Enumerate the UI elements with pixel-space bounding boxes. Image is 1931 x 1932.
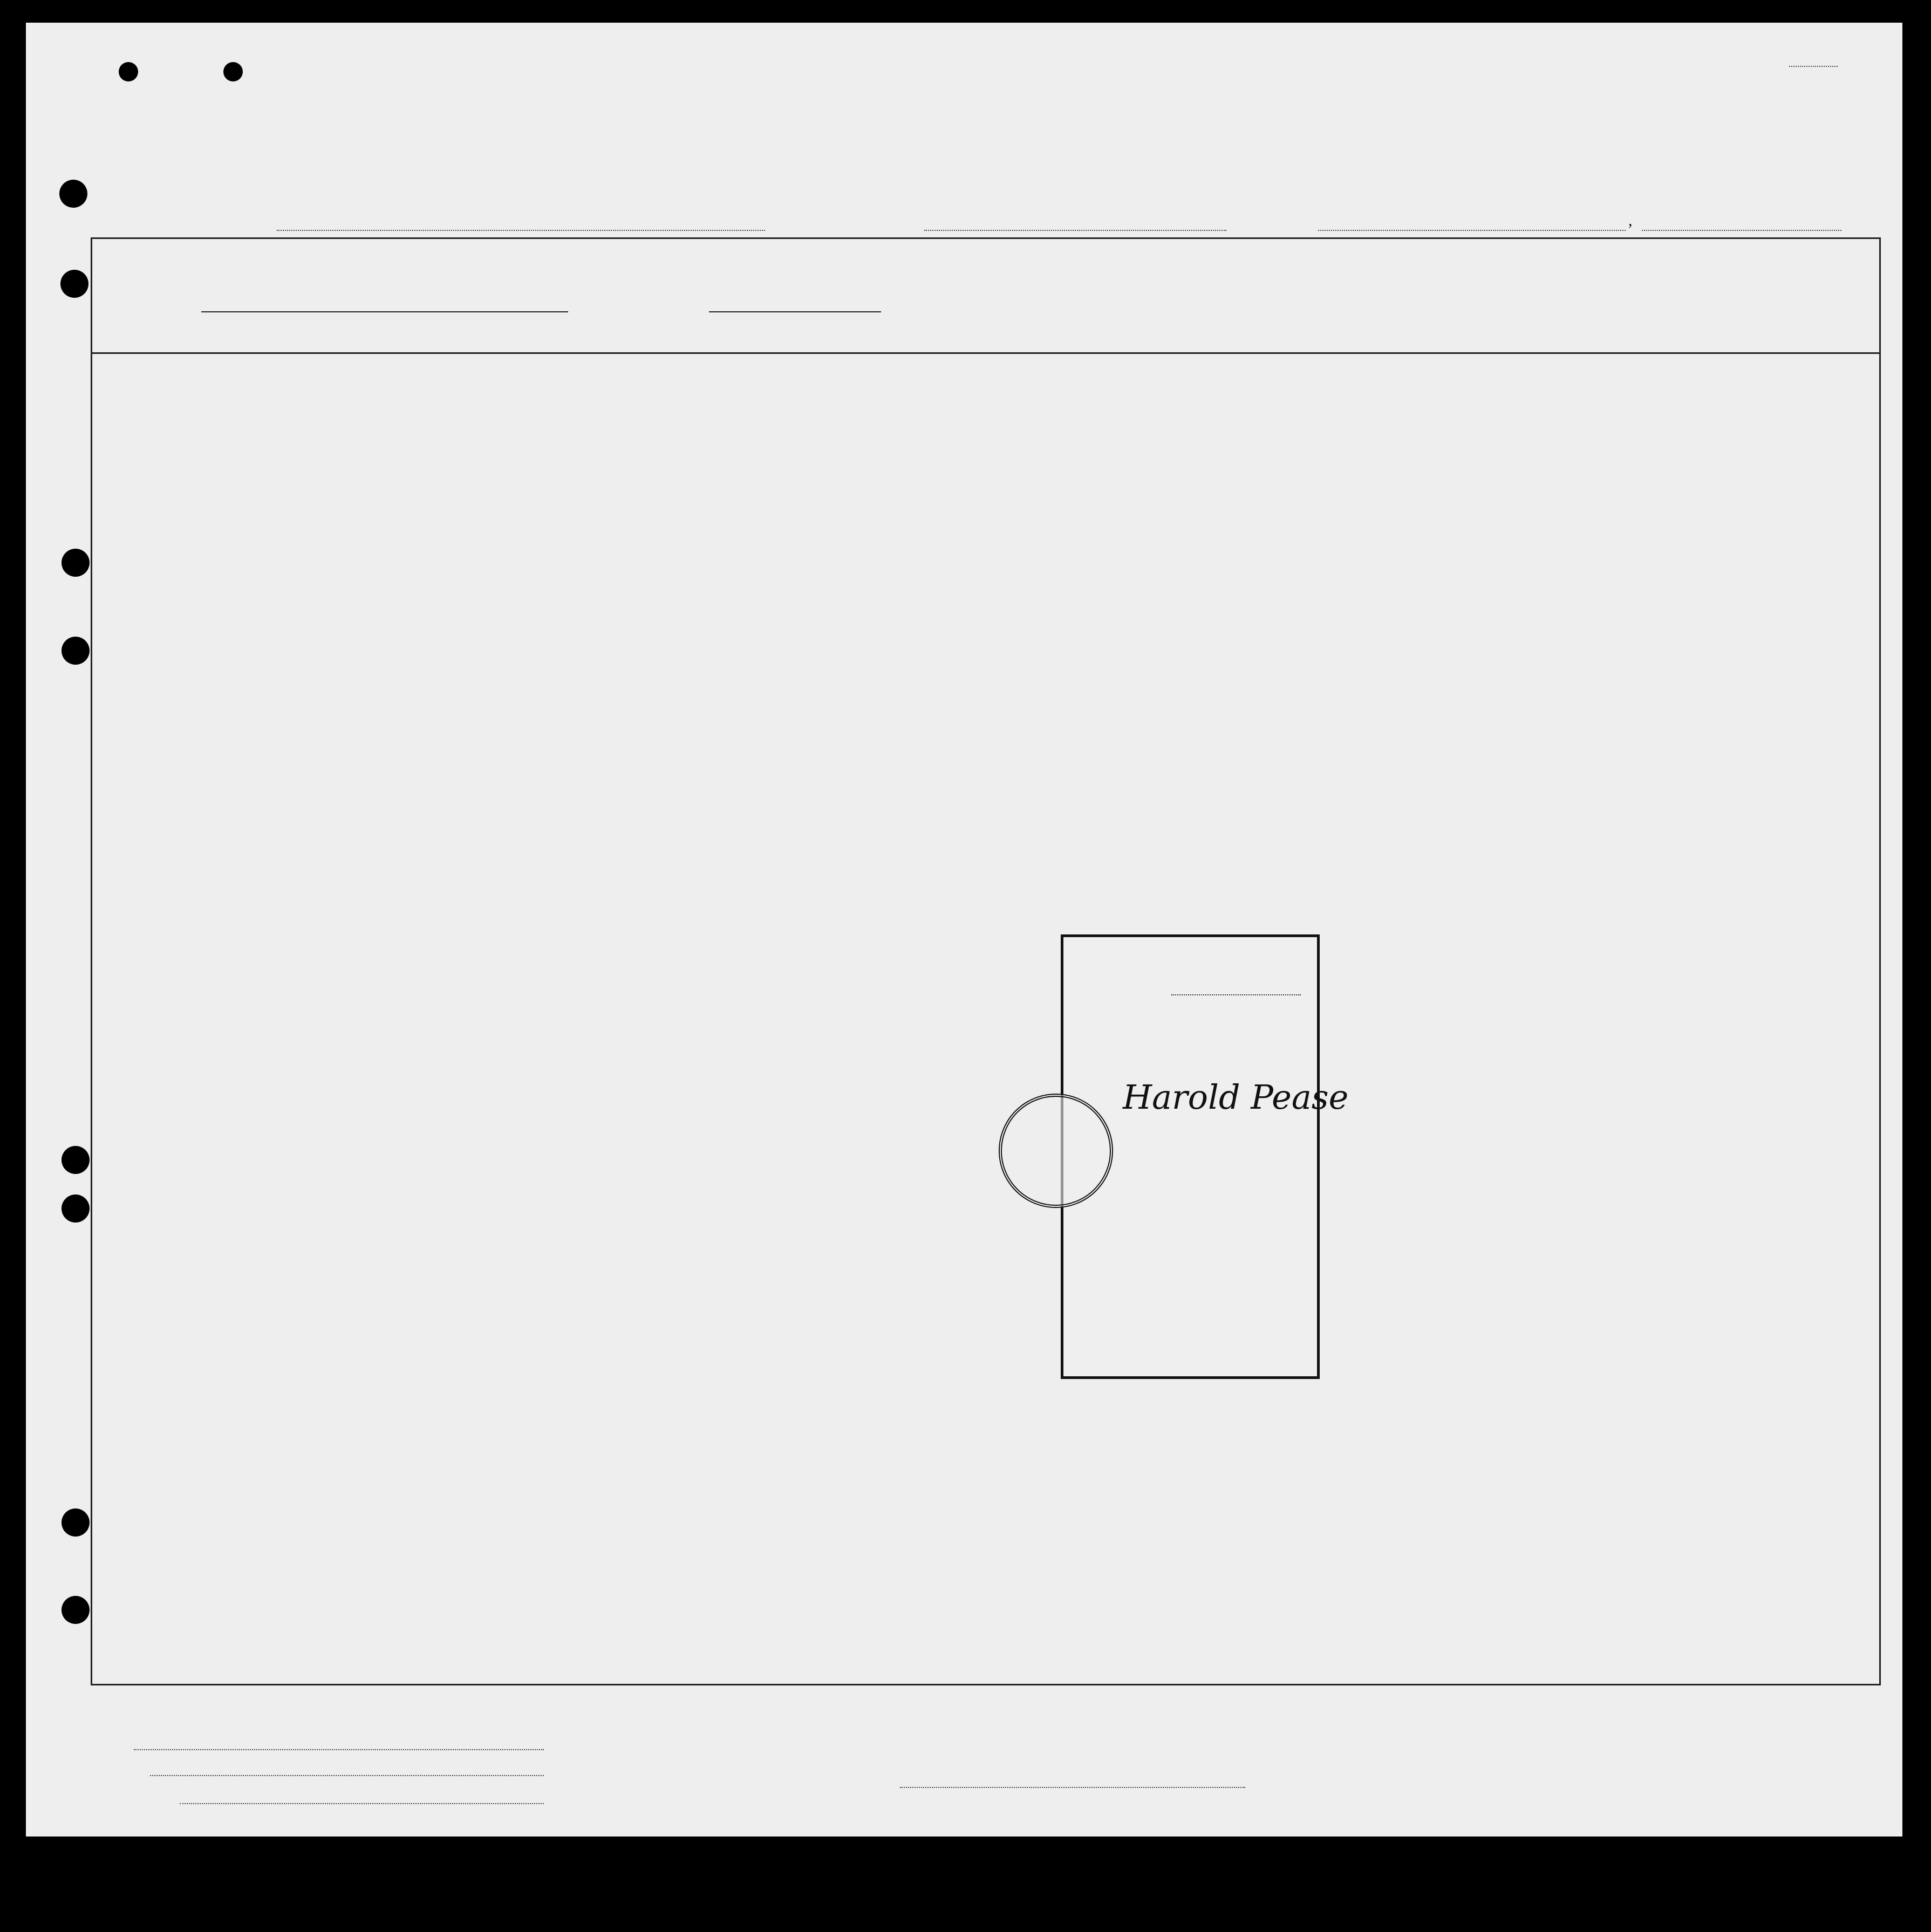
punch-hole-icon — [119, 62, 138, 81]
manifest-sheet — [26, 23, 1902, 1837]
vessel-underline — [277, 230, 765, 231]
punch-hole-icon — [62, 1194, 90, 1223]
punch-hole-icon — [223, 62, 243, 81]
punch-hole-icon — [62, 549, 90, 577]
stamp-signature: Harold Pease — [1123, 1077, 1349, 1117]
visa-stamp — [1061, 934, 1349, 1379]
punch-hole-icon — [62, 1146, 90, 1174]
punch-hole-icon — [62, 637, 90, 665]
arriving-underline — [1318, 230, 1626, 231]
crew-table — [91, 237, 1881, 1685]
punch-hole-icon — [60, 270, 88, 298]
consulate-seal-icon — [999, 1094, 1113, 1208]
punch-hole-icon — [62, 1508, 90, 1537]
sheet-number — [1789, 56, 1838, 71]
sheet-value — [1789, 66, 1838, 67]
vessel-line: , — [212, 202, 1852, 234]
date-underline — [1642, 230, 1841, 231]
punch-hole-icon — [59, 180, 87, 208]
port-underline — [924, 230, 1226, 231]
punch-hole-icon — [62, 1596, 90, 1624]
